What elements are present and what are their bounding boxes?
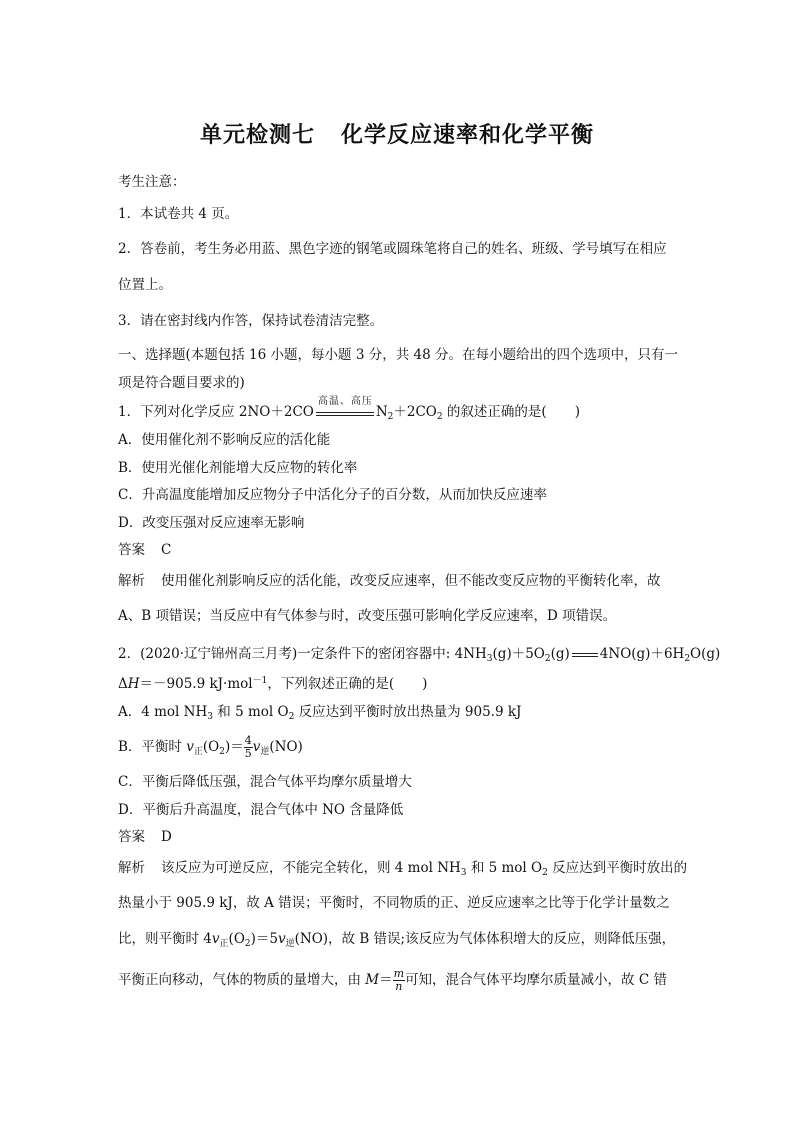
- q1-option-a: A．使用催化剂不影响反应的活化能: [118, 432, 331, 448]
- notice-item-3: 3．请在密封线内作答，保持试卷清洁完整。: [118, 313, 384, 329]
- q2-option-a: A．4 mol $NH_3$ 和 5 mol $O_2$ 反应达到平衡时放出热量为 905.9 kJ: [118, 704, 522, 722]
- reaction-arrow: [314, 395, 376, 420]
- q1-analysis-line-1: 解析 使用催化剂影响反应的活化能，改变反应速率，但不能改变反应物的平衡转化率，故: [118, 573, 661, 589]
- q2-analysis-line-4: 平衡正向移动，气体的物质的量增大，由 M＝ $\frac{m}{n}$ 可知，混合气体平均摩尔质量减小，故 C 错: [118, 967, 667, 993]
- q1-option-d: D．改变压强对反应速率无影响: [118, 515, 305, 531]
- q2-stem-line-2: ΔH＝－905.9 kJ·mol$^{-1}$，下列叙述正确的是( ): [118, 676, 428, 692]
- q2-analysis-line-1: 解析 该反应为可逆反应，不能完全转化，则 4 mol $NH_3$ 和 5 mol $O_2$ 反应达到平衡时放出的: [118, 860, 688, 878]
- reaction-condition: 高温、高压: [317, 395, 373, 407]
- answer-label: 答案: [118, 542, 145, 558]
- notice-item-2-line-1: 2．答卷前，考生务必用蓝、黑色字迹的钢笔或圆珠笔将自己的姓名、班级、学号填写在相应: [118, 241, 667, 257]
- fraction: $\frac{4}{5}$: [244, 734, 252, 760]
- q1-option-b: B．使用光催化剂能增大反应物的转化率: [118, 460, 358, 476]
- page-title: [0, 118, 794, 149]
- q2-option-c: C．平衡后降低压强，混合气体平均摩尔质量增大: [118, 774, 412, 790]
- notice-item-2-line-2: 位置上。: [118, 277, 172, 293]
- q2-option-d: D．平衡后升高温度，混合气体中 NO 含量降低: [118, 802, 404, 818]
- q1-answer: [118, 541, 171, 559]
- q2-analysis-line-2: 热量小于 905.9 kJ，故 A 错误；平衡时，不同物质的正、逆反应速率之比等于化学计量数之: [118, 895, 670, 911]
- section-heading-line-1: 一、选择题(本题包括 16 小题，每小题 3 分，共 48 分。在每小题给出的四个选项中，只有一: [118, 347, 678, 363]
- q1-analysis-line-2: A、B 项错误；当反应中有气体参与时，改变压强可影响化学反应速率，D 项错误。: [118, 608, 617, 624]
- q2-stem-line-1: 2．(2020·辽宁锦州高三月考)一定条件下的密闭容器中: $4NH_3(g)+5O_2(g)$ $4NO(g)+6H_2O(g)$: [118, 646, 721, 664]
- q1-stem: 1．下列对化学反应 2NO＋2CO 高温、高压 $N_2+2CO_2$ 的叙述正确的是( ): [118, 403, 580, 421]
- notice-heading: 考生注意：: [118, 174, 186, 190]
- equilibrium-arrow: [570, 649, 600, 661]
- title-unit: 单元检测七: [199, 123, 315, 148]
- section-heading-line-2: 项是符合题目要求的): [118, 375, 245, 391]
- q1-stem-text: 1．下列对化学反应 2NO＋2CO: [118, 404, 314, 420]
- q2-analysis-line-3: 比，则平衡时 $4v_正(O_2)=5v_逆(NO)$，故 B 错误;该反应为气体体积增大的反应，则降低压强，: [118, 931, 676, 949]
- analysis-label: 解析: [118, 573, 145, 589]
- title-topic: 化学反应速率和化学平衡: [341, 123, 595, 148]
- q2-answer: [118, 828, 172, 846]
- answer-value: C: [161, 542, 172, 558]
- answer-value: D: [161, 829, 172, 845]
- q2-option-b: B．平衡时 $v_正(O_2)=$ $\frac{4}{5}$ $v_逆(NO)$: [118, 734, 303, 760]
- answer-label: 答案: [118, 829, 145, 845]
- fraction: $\frac{m}{n}$: [393, 967, 405, 993]
- q1-option-c: C．升高温度能增加反应物分子中活化分子的百分数，从而加快反应速率: [118, 487, 547, 503]
- analysis-label: 解析: [118, 860, 145, 876]
- notice-item-1: 1．本试卷共 4 页。: [118, 206, 239, 222]
